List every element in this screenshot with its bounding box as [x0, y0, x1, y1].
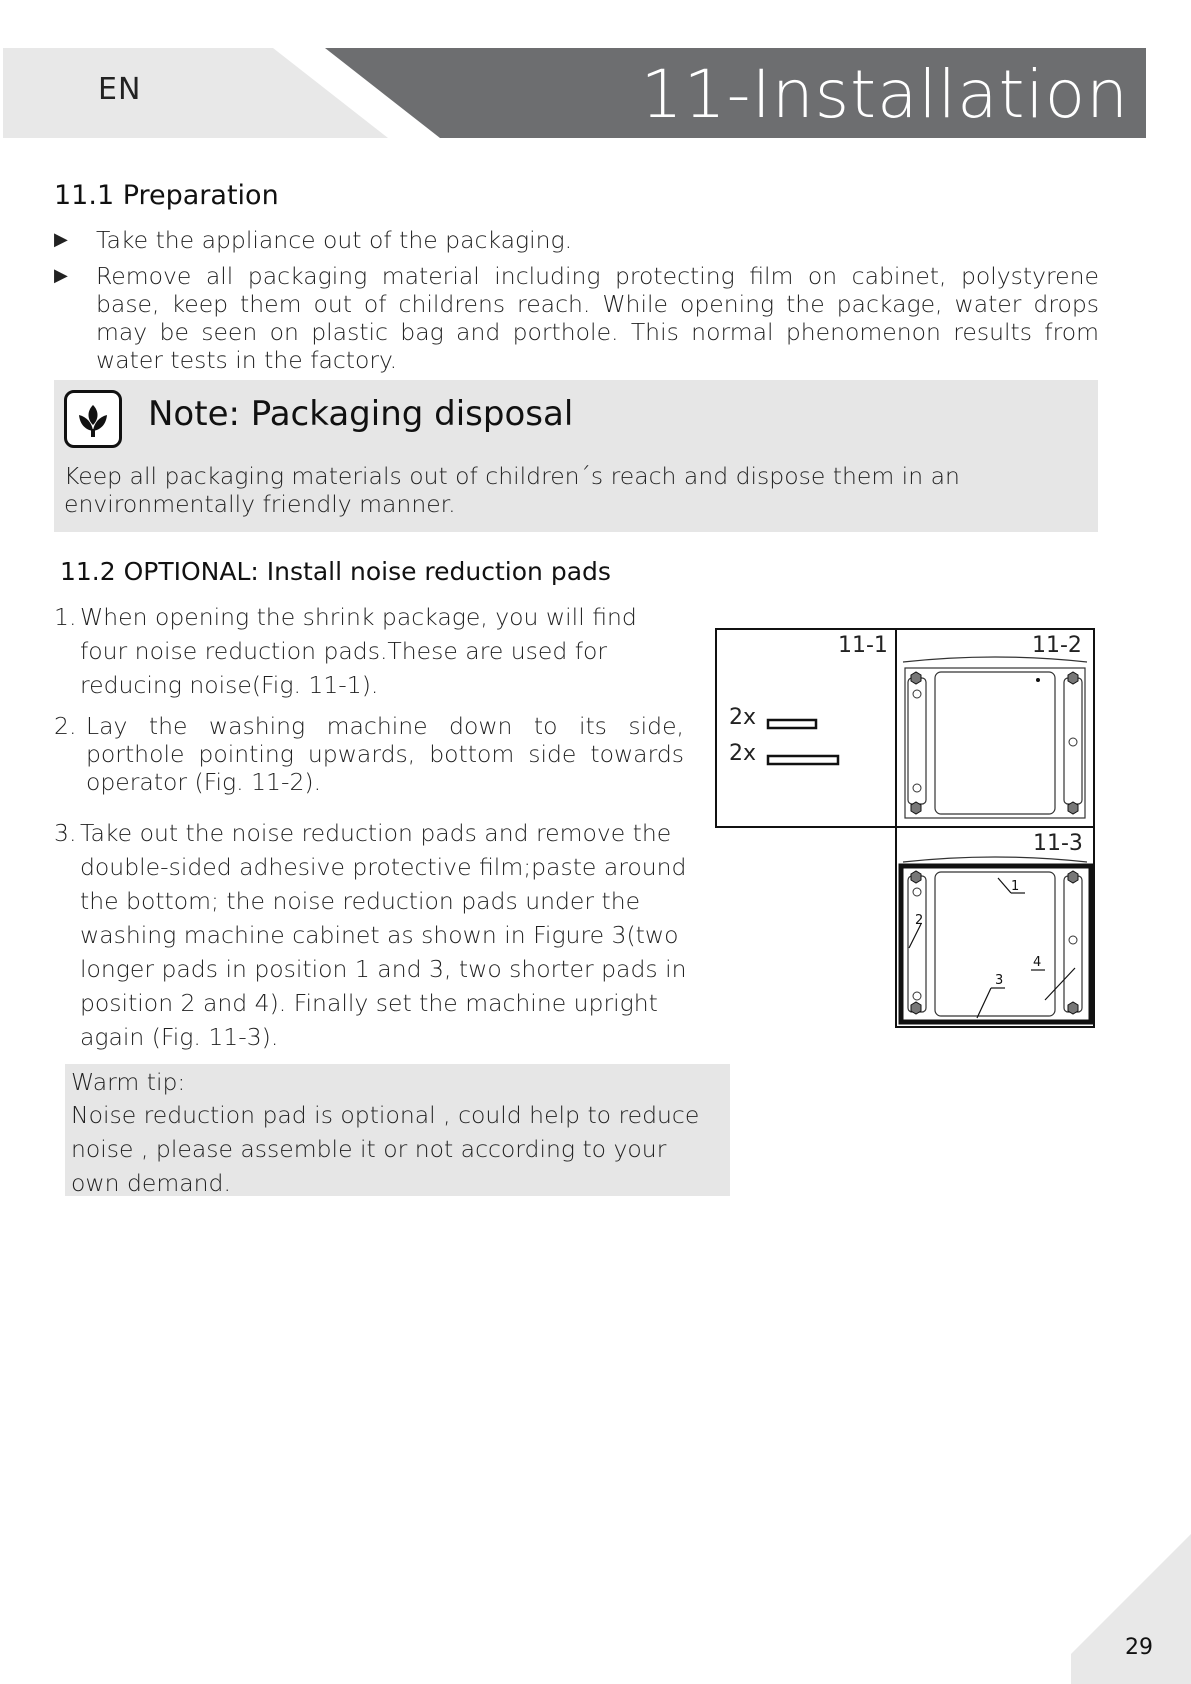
chapter-title: 11-Installation — [640, 56, 1129, 133]
note-box — [54, 380, 1098, 532]
position-label: 1 — [1011, 879, 1020, 894]
position-label: 4 — [1033, 955, 1042, 970]
position-label: 2 — [915, 913, 924, 928]
figure-label: 11-1 — [838, 633, 888, 658]
figure-11-1 — [716, 629, 896, 827]
step-item — [54, 712, 684, 796]
language-label: EN — [98, 72, 142, 107]
note-text: Keep all packaging materials out of children´s reach and dispose them in an environmentally friendly manner. — [64, 462, 960, 518]
figure-11-3 — [896, 827, 1094, 1027]
warm-tip-text: Noise reduction pad is optional , could help to reduce noise , please assemble it or not according to your own demand. — [71, 1101, 700, 1197]
figure-label: 11-3 — [1033, 831, 1083, 856]
short-pad — [768, 720, 816, 728]
pad-quantity-short: 2x — [729, 705, 757, 730]
section-heading-preparation: 11.1 Preparation — [54, 180, 279, 211]
step-text: Take out the noise reduction pads and remove the double-sided adhesive protective film;paste around the bottom; the noise reduction pads under the washing machine cabinet as shown in Figure 3(two longer pads in position 1 and 3, two shorter pads in position 2 and 4). Finally set the machine upright again (Fig. 11-3). — [80, 819, 687, 1051]
section-heading-noise-pads: 11.2 OPTIONAL: Install noise reduction pads — [60, 557, 611, 586]
bullet-text: Remove all packaging material including protecting film on cabinet, polystyrene base, keep them out of childrens reach. While opening the package, water drops may be seen on plastic bag and porthole. This normal phenomenon results from water tests in the factory. — [96, 262, 1099, 374]
long-pad — [768, 756, 838, 764]
step-number: 1. — [54, 603, 77, 631]
figure-11-2 — [896, 629, 1094, 827]
step-text: When opening the shrink package, you will find four noise reduction pads.These are used for reducing noise(Fig. 11-1). — [80, 603, 637, 699]
page-number: 29 — [1125, 1635, 1153, 1660]
figure-label: 11-2 — [1032, 633, 1082, 658]
bullet-text: Take the appliance out of the packaging. — [96, 226, 573, 254]
step-number: 3. — [54, 819, 77, 847]
installation-figures — [715, 628, 1095, 1030]
position-label: 3 — [995, 973, 1004, 988]
recycle-flower-icon — [64, 390, 122, 448]
note-title: Note: Packaging disposal — [148, 394, 574, 434]
bullet-item — [54, 226, 1099, 254]
pad-quantity-long: 2x — [729, 741, 757, 766]
step-item — [54, 600, 684, 702]
step-item — [54, 816, 694, 1054]
pad-outline — [901, 866, 1091, 1022]
step-number: 2. — [54, 712, 77, 740]
warm-tip-title: Warm tip: — [71, 1068, 186, 1096]
bullet-arrow-icon: ▶ — [54, 229, 68, 250]
warm-tip-box — [65, 1064, 730, 1196]
bullet-arrow-icon: ▶ — [54, 265, 68, 286]
bullet-item — [54, 262, 1099, 374]
page-corner-tab — [1071, 1534, 1191, 1684]
step-text: Lay the washing machine down to its side, porthole pointing upwards, bottom side towards operator (Fig. 11-2). — [86, 712, 684, 796]
